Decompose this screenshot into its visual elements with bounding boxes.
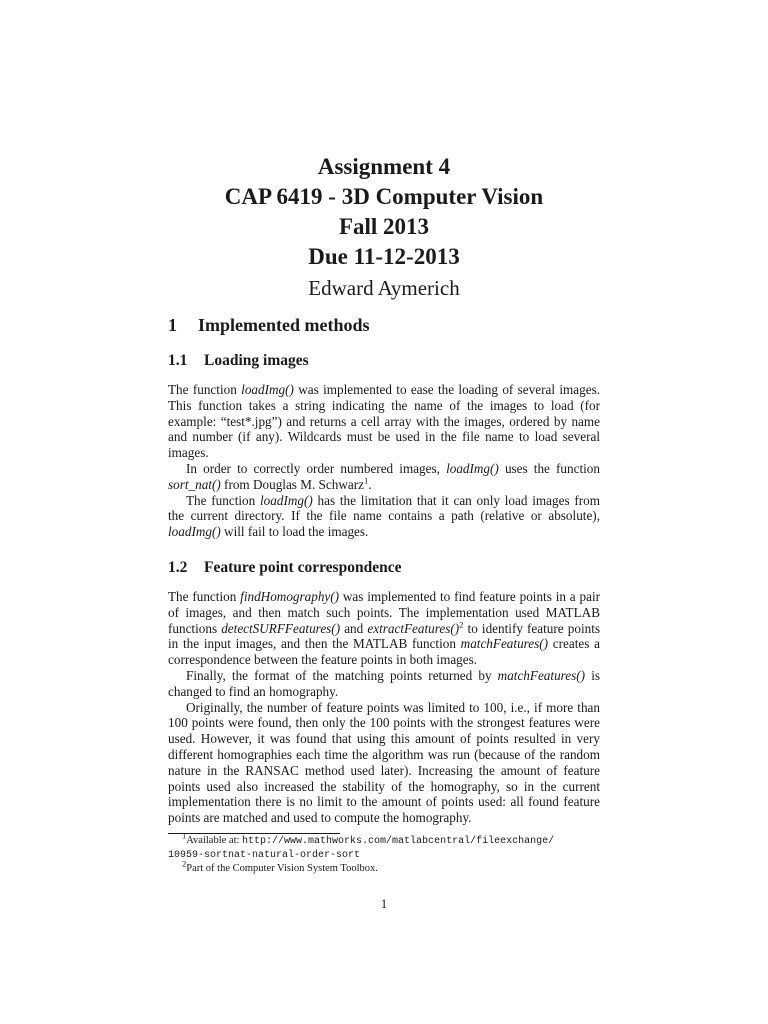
course-title: CAP 6419 - 3D Computer Vision (224, 184, 544, 209)
footnote-url[interactable]: 10959-sortnat-natural-order-sort (168, 849, 361, 861)
footnote-ref: 2 (459, 619, 464, 630)
footnote-1-continued (168, 848, 600, 862)
assignment-title: Assignment 4 (317, 154, 451, 179)
paragraph: Originally, the number of feature points was limited to 100, i.e., if more than 100 points were found, then only the 100 points with the strongest features were used. However, it was found that using this amount of points resulted in very different homographies each time the algorithm was run (because of the random nature in the RANSAC method used later). Increasing the amount of feature points used also increased the stability of the homography, so in the current implementation there is no limit to the amount of points used: all found feature points are matched and used to compute the homography. (168, 699, 600, 826)
function-name: loadImg() (168, 524, 221, 540)
paragraph: The function loadImg() was implemented to ease the loading of several images. This function takes a string indicating the name of the images to load (for example: “test*.jpg”) and returns a cell array with the images, ordered by name and number (if any). Wildcards must be used in the file name to load several images. (168, 382, 601, 461)
paragraph: The function findHomography() was implemented to find feature points in a pair of images, and then match such points. The implementation used MATLAB functions detectSURFFeatures() and extractFeatures()$^2$ to identify feature points in the input images, and then the MATLAB function matchFeatures() creates a correspondence between the feature points in both images. (168, 588, 601, 668)
footnote-ref: 1 (363, 475, 369, 486)
author: Edward Aymerich (308, 276, 460, 300)
paragraph: Finally, the format of the matching points returned by matchFeatures() is changed to find an homography. (168, 667, 600, 699)
function-name: loadImg() (446, 460, 499, 476)
section-heading-implemented-methods: 1 Implemented methods (168, 315, 370, 335)
due-date: Due 11-12-2013 (308, 244, 460, 269)
subsection-heading-loading-images: 1.1 Loading images (168, 352, 309, 369)
function-name: detectSURFFeatures() (221, 620, 341, 636)
page-number: 1 (380, 896, 388, 911)
function-name: extractFeatures() (367, 620, 460, 636)
title-block (0, 152, 768, 302)
function-name: loadImg() (241, 382, 294, 397)
paragraph: In order to correctly order numbered images, loadImg() uses the function sort_nat() from Douglas M. Schwarz$^1$. (168, 460, 600, 492)
subsection-heading-feature-point-correspondence: 1.2 Feature point correspondence (168, 558, 402, 576)
body-content (168, 312, 600, 875)
paragraph: The function loadImg() has the limitation that it can only load images from the current directory. If the file name contains a path (relative or absolute), loadImg() will fail to load the images. (168, 492, 600, 540)
footnote-url[interactable]: http://www.mathworks.com/matlabcentral/fileexchange/ (242, 835, 555, 847)
footnote-1: $^1$Available at: http://www.mathworks.com/matlabcentral/fileexchange/ (182, 830, 555, 847)
function-name: matchFeatures() (497, 667, 586, 683)
function-name: findHomography() (240, 588, 340, 604)
footnote-2: $^2$Part of the Computer Vision System Toolbox. (182, 858, 378, 874)
function-name: sort_nat() (168, 476, 221, 492)
function-name: matchFeatures() (460, 636, 549, 652)
term: Fall 2013 (338, 214, 430, 239)
function-name: loadImg() (260, 492, 313, 508)
